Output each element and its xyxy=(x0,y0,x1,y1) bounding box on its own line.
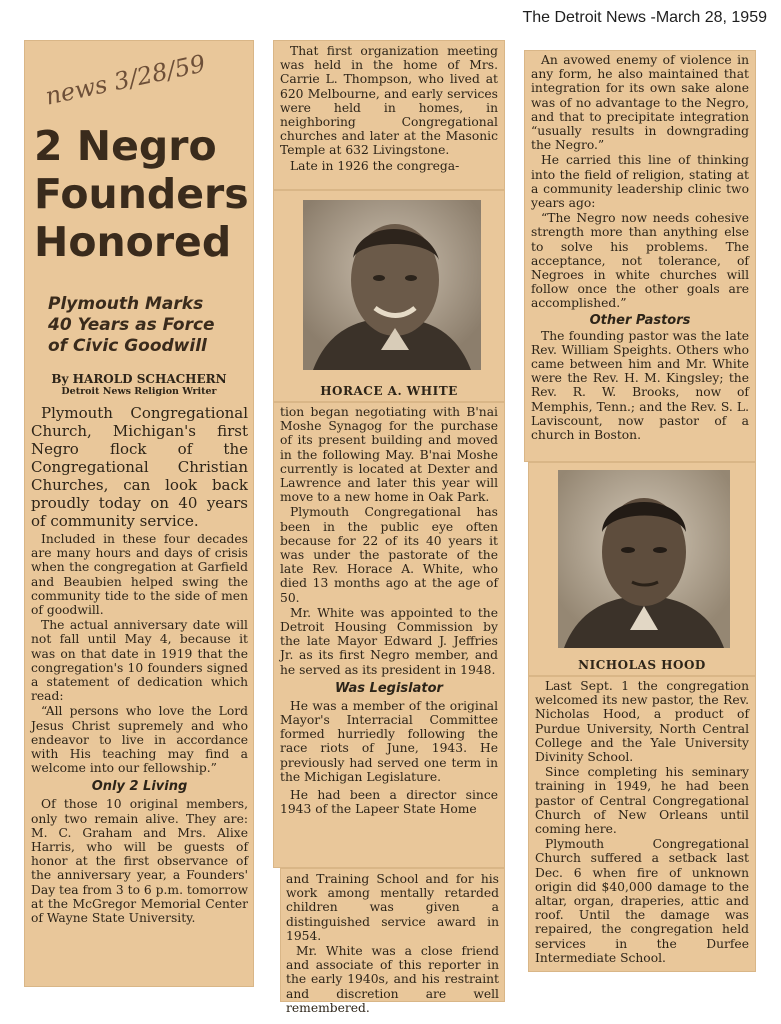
clipping-photo-horace-white xyxy=(273,190,505,402)
article-text xyxy=(280,44,498,173)
byline-author: By HAROLD SCHACHERN xyxy=(51,372,227,386)
paragraph: Of those 10 original members, only two remain alive. They are: M. C. Graham and Mrs. Alixe Harris, who will be guests of honor at the first observance of the anniversary year, a Founders' Day tea from 3 to 6 p.m. tomorrow at the McGregor Memorial Center of Wayne State University. xyxy=(31,797,248,926)
source-date-label: The Detroit News -March 28, 1959 xyxy=(522,9,767,26)
headline-line-3: Honored xyxy=(34,218,232,266)
article-text xyxy=(31,797,248,925)
subheadline-line-1: Plymouth Marks xyxy=(48,294,204,314)
article-text xyxy=(531,329,749,443)
portrait-photo-horace-white xyxy=(303,200,481,370)
paragraph: Mr. White was appointed to the Detroit Housing Commission by the late Mayor Edward J. Jeffries Jr. as its first Negro member, and he served as its president in 1948. xyxy=(280,605,498,677)
clipping-column-2-top xyxy=(273,40,505,190)
column-1-body xyxy=(31,404,248,925)
paragraph: Included in these four decades are many hours and days of crisis when the congregation at Garfield and Beaubien helped swing the community tide to the side of men of goodwill. xyxy=(31,532,248,618)
clipping-column-2-bottom xyxy=(280,868,505,1015)
subheadline xyxy=(48,294,215,357)
column-2-body xyxy=(280,405,498,816)
portrait-horace-white-icon xyxy=(303,200,481,370)
byline xyxy=(32,372,246,397)
paragraph: “All persons who love the Lord Jesus Christ supremely and who endeavor to live in accordance with His teaching may find a welcome into our fellowship.” xyxy=(31,704,248,776)
handwritten-date-note: news 3/28/59 xyxy=(42,49,208,111)
headline-line-1: 2 Negro xyxy=(34,122,217,170)
headline-line-2: Founders xyxy=(34,170,249,218)
paragraph: The actual anniversary date will not fall until May 4, because it was on that date in 1919 that the congregation's 10 founders signed a statement of dedication which read: xyxy=(31,618,248,704)
article-text xyxy=(280,405,498,677)
article-text xyxy=(535,679,749,965)
subhead-was-legislator: Was Legislator xyxy=(335,680,443,696)
photo-caption-nicholas-hood: NICHOLAS HOOD xyxy=(578,658,706,672)
paragraph: Plymouth Congregational has been in the public eye often because for 22 of its 40 years it was under the pastorate of the late Rev. Horace A. White, who died 13 months ago at the age of 50. xyxy=(280,505,498,605)
paragraph: “The Negro now needs cohesive strength more than anything else to solve his problems. The acceptance, not tolerance, of Negroes in white churches will follow once the other goals are accomplished.” xyxy=(531,211,749,311)
clipping-column-1 xyxy=(24,40,254,987)
paragraph: He carried this line of thinking into the field of religion, stating at a community leadership clinic two years ago: xyxy=(531,153,749,211)
portrait-photo-nicholas-hood xyxy=(558,470,730,648)
subhead-only-2-living: Only 2 Living xyxy=(91,779,188,795)
paragraph: tion began negotiating with B'nai Moshe Synagog for the purchase of its present building and moved in the following May. B'nai Moshe currently is located at Dexter and Lawrence and later this year will move to a new home in Oak Park. xyxy=(280,405,498,505)
paragraph: Plymouth Congregational Church, Michigan's first Negro flock of the Congregational Christian Churches, can look back proudly today on 40 years of community service. xyxy=(31,404,248,530)
subheadline-line-2: 40 Years as Force xyxy=(48,315,215,335)
paragraph: The founding pastor was the late Rev. William Speights. Others who came between him and Mr. White were the Rev. H. M. Kingsley; the Rev. R. W. Brooks, now of Memphis, Tenn.; and the Rev. S. L. Laviscount, now pastor of a church in Boston. xyxy=(531,328,749,443)
paragraph: Last Sept. 1 the congregation welcomed its new pastor, the Rev. Nicholas Hood, a product of Purdue University, North Central College and the Yale University Divinity School. xyxy=(535,679,749,765)
paragraph: He had been a director since 1943 of the Lapeer State Home xyxy=(280,788,498,817)
clipping-column-3-top xyxy=(524,50,756,462)
paragraph: He was a member of the original Mayor's Interracial Committee formed hurriedly following the race riots of June, 1943. He previously had served one term in the Michigan Legislature. xyxy=(280,698,498,784)
paragraph: Since completing his seminary training in 1949, he had been pastor of Central Congregational Church of New Orleans until coming here. xyxy=(535,765,749,837)
article-text xyxy=(531,53,749,311)
subhead-other-pastors: Other Pastors xyxy=(589,312,691,328)
clipping-column-3-bottom xyxy=(528,676,756,972)
paragraph: and Training School and for his work among mentally retarded children was given a distinguished service award in 1954. xyxy=(286,872,499,943)
article-text xyxy=(286,872,499,1015)
paragraph: That first organization meeting was held in the home of Mrs. Carrie L. Thompson, who lived at 620 Melbourne, and early services were held in homes, in neighboring Congregational churches and later at the Masonic Temple at 632 Livingstone. xyxy=(280,44,498,158)
headline xyxy=(34,122,249,266)
byline-title: Detroit News Religion Writer xyxy=(61,386,217,397)
subheadline-line-3: of Civic Goodwill xyxy=(48,336,207,356)
article-text xyxy=(31,532,248,775)
clipping-photo-nicholas-hood xyxy=(528,462,756,676)
article-text xyxy=(280,699,498,817)
clipping-column-2-middle xyxy=(273,402,505,868)
lead-paragraph xyxy=(31,404,248,530)
paragraph: Plymouth Congregational Church suffered a setback last Dec. 6 when fire of unknown origin did $40,000 damage to the altar, organ, draperies, attic and roof. Until the damage was repaired, the congregation held services in the Durfee Intermediate School. xyxy=(535,837,749,965)
column-3-body xyxy=(531,53,749,442)
paragraph: An avowed enemy of violence in any form, he also maintained that integration for its own sake alone was of no advantage to the Negro, and that to precipitate integration “usually results in downgrading the Negro.” xyxy=(531,53,749,153)
paragraph: Mr. White was a close friend and associate of this reporter in the early 1940s, and his restraint and discretion are well remembered. xyxy=(286,944,499,1015)
paragraph: Late in 1926 the congrega- xyxy=(290,158,460,173)
photo-caption-horace-white: HORACE A. WHITE xyxy=(320,384,458,398)
portrait-nicholas-hood-icon xyxy=(558,470,730,648)
